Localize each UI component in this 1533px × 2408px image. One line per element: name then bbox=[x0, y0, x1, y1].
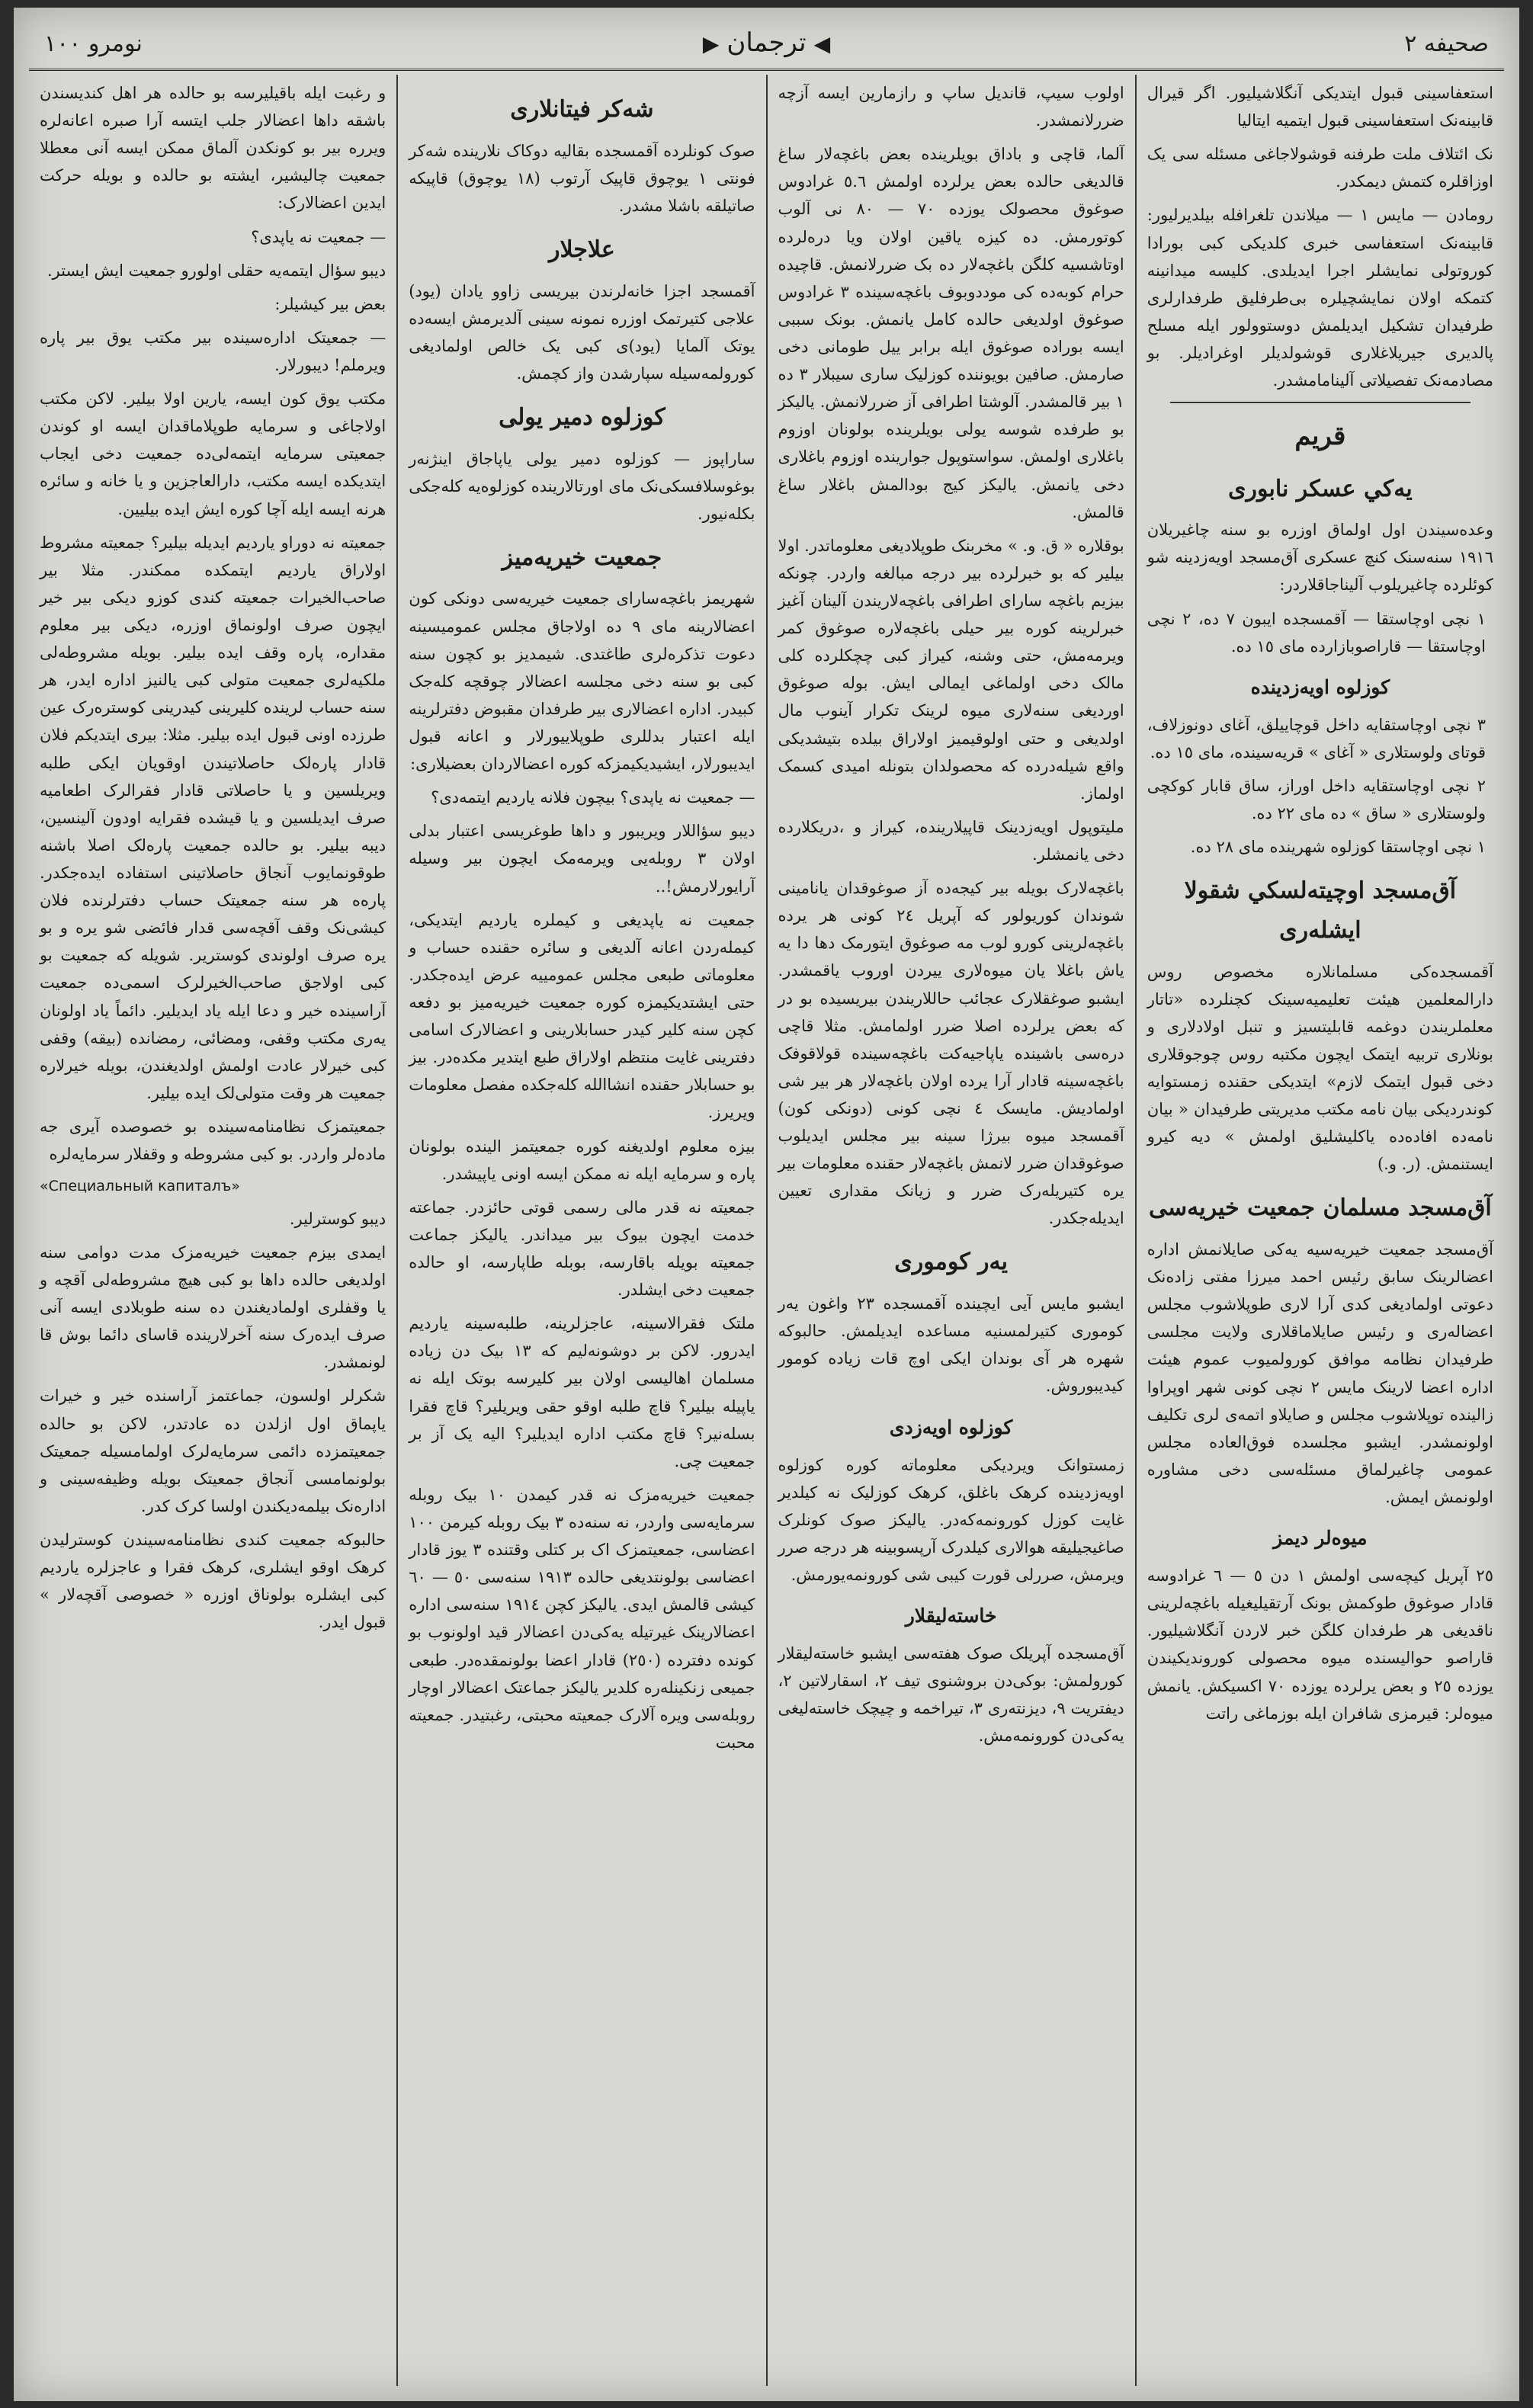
paragraph: زمستوانک ویردیکی معلوماته کوره کوزلوه اویه‌زدینده کرهک باغلق، کرهک کوزلیک نه کیلدیر غایت کوزل کورونمه‌که‌در. یالیکز صوک کونلرک صاغیجیلیقه هوالاری کیلدرک آرپسوبینه هر درجه صرر ویرمش، صررلی قورت کیبی شی کورونمه‌یورمش. bbox=[778, 1455, 1124, 1584]
paragraph: جمعیته نه دوراو یاردیم ایدیله بیلیر؟ جمعیته مشروط اولاراق یاردیم ایتمکده ممکندر. مثلا بیر صاحب‌الخیرات جمعیته کندی کوزو دیکی بیر خیر ایچون صرف اولونماق اوزره، دیکی بیر معلوم مقداره، پاره وقف ایده بیلیر. بویله مشروطه‌لی ملکیه‌لری جمعیت متولی کبی یالنیز اداره ایدر، هر سنه حساب لرینده کلیرینی کیدرینی کوستره‌رک عین طرزده اونی قبول ایده بیلیر. مثلا: بیری ایتدیکم فلان قادار پاره‌لک حاصلاتیندن اوقویان ایکی طلبه ویریلسین و یا حاصلاتی قادار فقرالرک اطعامیه صرف ایدیلسین و یا قیشده فقرایه اودون آلینسین، دیبه بیلیر. بو حالده جمعیت پاره‌لک اصلا باشنه طوقونمایوب آنجاق حاصلاتینی استفاده ایده‌جکدر. پاره‌ه هر سنه جمعیتک حساب دفترلرنده فلان کیشی‌نک وقف آقچه‌سی قدار فائضی شو یره و بو یره صرف اولوندی کوستریر. شویله که جمعیت بو کبی اولاجق صاحب‌الخیرلرک اسمی‌ده جمعیت آرا‌سینده خیر و دعا ایله یاد ایدیلیر. دائماً یاد اولونان یه‌ری مکتب وقفی، ومضائی، رمضانده (بیقه) وقفی کبی خیرلار عادت اولمش اولدیغندن، بویله خیرلاره جمعیت هر وقت متولی‌لک ایده بیلیر. bbox=[40, 533, 386, 1102]
paragraph: دیبو سؤال ایتمه‌یه حقلی اولورو جمعیت ایش ایستر. bbox=[47, 261, 386, 280]
paragraph: دیبو سؤاللار ویریبور و داها طوغریسی اعتبار بدلی اولان ٣ روبله‌یی ویرمه‌مک ایچون بیر وسیله آرایورلارمش!.. bbox=[409, 822, 755, 896]
paragraph: بعض بیر کیشیلر: bbox=[274, 294, 386, 313]
list-item: ١ نچی اوچاستقا — آقمسجده ایبون ٧ ده، ٢ نچی اوچاستقا — قاراصوبازارده مای ١٥ ده. bbox=[1147, 609, 1486, 656]
paragraph: جمعیت نه یاپدیغی و کیملره یاردیم ایتدیکی، کیمله‌ردن اعانه آلدیغی و سائره حقنده حساب و معلوماتی طبعی مجلس عمومییه عرض ایده‌جکدر. حتی ایشتدیکیمزه کوره جمعیت خیریه‌میز بو دفعه کچن سنه کلیر کیدر حسابلارینی و اعضالارک اسامی دفترینی غایت منتظم اولاراق طبع ایتدیر مکده‌در. بیز بو حسابلار حقنده انشاالله کله‌جکده مفصل معلومات ویریرز. bbox=[409, 910, 755, 1122]
paragraph: آق‌مسجده آپریلک صوک هفته‌سی ایشبو خاسته‌لیقلار کورولمش: بوکی‌دن بروشنوی تیف ٢، اسقارلاتین ٢، دیفتریت ٩، دیزنته‌ری ٣، تیراخمه و چیچک خاسته‌لیغی یه‌کی‌دن کورونمه‌مش. bbox=[778, 1644, 1124, 1746]
paragraph: آلما، قاچی و باداق بویلرینده بعض باغچه‌لار ساغ قالدیغی حالده بعض یرلرده اولمش ٥.٦ غرادوس صوغوق محصولک یوزده ٧٠ — ٨٠ نی آلوب کوتورمش. ده کیزه یاقین اولان ویا دره‌لرده اوتاشسیه کلگن باغچه‌لار ده بک ضررلانمش. قاچیده حرام کوبه‌ده کی موددوبوف باغچه‌سینده ٣ غرادوس صوغوق اولدیغی حالده کامل یانمش. بونک سببی ایسه بوراده صوغوق ایله برابر ییل طومانی دخی صارمش. صافین بویوننده کوزلیک ساری سیبلار ٣ ده ١ بیر قالمشدر. آلوشتا اطرافی آز ضررلانمش. یالیکز بو طرفده شوسه یولی بویلرینده بولونان اوزوم باغلاری اولمش. سواستوپول جوارینده اوزوم باغلاری دخی یانمش. یالیکز کیج بودالمش باغلار ساغ قالمش. bbox=[778, 145, 1124, 521]
paragraph: شهریمز باغچه‌سارای جمعیت خیریه‌سی دونکی کون اعضالارینه مای ٩ ده اولاجاق مجلس عمومیسینه دعوت تذکره‌لری طاغتدی. شیمدیز بو کچون سنه کبی بو سنه دخی مجلسه اعضالار چوقچه کله‌جک کبیدر. اداره اعضالاری بیر طرفدان مقبوض دفترلرینه ایله اعتبار بدللری طوپلاییورلار و اعانه قبول ایدیبورلار، ایشیدیکیمزکه کوره اعضالاردان بعضیلاری: bbox=[409, 589, 755, 774]
section-heading: جمعيت خيريه‌ميز bbox=[502, 543, 662, 571]
section-heading: كوزلوه دمير يولی bbox=[499, 403, 665, 431]
list-item: ٣ نچی اوچاستقایه داخل قوچاییلق، آغای دونوزلاف، قوتای ولوستلاری « آغای » قریه‌سینده، مای ١٥ ده. bbox=[1147, 715, 1486, 762]
paragraph: رومادن — مایس ١ — میلاندن تلغرافله بیلدیرلیور: قابینه‌نک استعفاسی خبری کلدیکی کبی بورادا کوروتولی نمایشلر اجرا ایدیلدی. کلیسه میدانینه کتمکه اولان نمایشچیلره بی‌طرفلیق طرفدارلری طرفیدان تشکیل ایدیلمش دوستوولور ایله مسلح پالدیری جیریلاغلاری قوشولدیلر اوغرادیلر. بو مصادمه‌نک تفصیلاتی آلینامامشدر. bbox=[1147, 206, 1493, 390]
paragraph: وعده‌سیندن اول اولماق اوزره بو سنه چاغیریلان ١٩١٦ سنه‌سنک کنچ عسکری آق‌مسجد اویه‌زدینه شو کوئلرده چاغیریلوب آلیناجاقلاردر: bbox=[1147, 521, 1493, 595]
arrow-left-icon: ◀ bbox=[813, 31, 831, 56]
paragraph: ایشبو مایس آیی ایچینده آقمسجده ٢٣ واغون یه‌ر کوموری کتیرلمسنیه مساعده ایدیلمش. حالبوکه شهره هر آی بوندان ایکی اوچ قات زیاده کومور کیدیبوروش. bbox=[778, 1294, 1124, 1396]
quote: — جمعیت نه یاپدی؟ bbox=[251, 227, 386, 246]
section-heading: علاجلار bbox=[549, 236, 615, 263]
paragraph: جمعیت خیریه‌مزک نه قدر کیمدن ١٠ بیک روبله سرمایه‌سی واردر، نه سنه‌ده ٣ بیک روبله کیرمن ١٠٠ اعضاسی، جمعیتمزک اک بر کتلی وقتنده ٣ یوز قادار اعضاسی بولونتدیغی حالده ١٩١٣ سنه‌سی ٥٠ — ٦٠ کیشی قالمش ایدی. یالیکز کچن ١٩١٤ سنه‌سی اداره اعضالارینک غیرتیله یه‌کی‌دن اعضالار قید اولونوب بو کونده دفترده (٢٥٠) قادار اعضا بولونمقده‌در. طبعی جمیعی زنکینله‌ره کلدیر یالیکز جماعتک اعضالار اوچار روبله‌سی ویره آلارک جمعیته محبتی، رغبتیدر. جمعیته محبت bbox=[409, 1485, 755, 1752]
section-heading: شه‌كر فيتانلاری bbox=[510, 96, 654, 123]
column-4 bbox=[29, 75, 396, 2386]
paragraph: آقمسجد اجزا خانه‌لرندن بیریسی زاوو یادان (یود) علاجی کتیرتمک اوزره نمونه سینی آلدیرمش ایسه‌ده یوتک آلمایا (یود)ی کبی یک خالص اولمادیغی کورولمه‌سیله سپارشدن واز کچمش. bbox=[409, 281, 755, 383]
section-heading: خاسته‌ليقلار bbox=[905, 1605, 997, 1627]
list-item: ٢ نچی اوچاستقایه داخل اوراز، ساق قابار کوکچی ولوستلاری « ساق » ده مای ٢٢ ده. bbox=[1147, 777, 1486, 823]
russian-term: «Специальный капиталъ» bbox=[40, 1178, 240, 1195]
paragraph: ملتک فقرالاسینه، عاجزلرینه، طلبه‌سینه یاردیم ایدرور. لاکن بر دوشونه‌لیم که ١٣ بیک دن زیاده مسلمان اهالیسی اولان بیر کلیرسه بوتک ایله نه یاپیله بیلیر؟ قاچ طلبه اوقو حقی ویریلیر؟ قاچ فقرا بسله‌نیر؟ قاچ مکتب اداره ایدیلیر؟ الیه یک آز بر جمعیت چی. bbox=[409, 1314, 755, 1470]
paragraph: نک ائتلاف ملت طرفنه قوشولاجاغی مسئله سی یک اوزاقلره کتمش دیمکدر. bbox=[1147, 145, 1493, 191]
quote: — جمعیت نه یاپدی؟ بیچون فلانه یاردیم ایتمه‌دی؟ bbox=[431, 788, 755, 807]
section-heading: ميوه‌لر ديمز bbox=[1273, 1527, 1368, 1550]
newspaper-title bbox=[695, 27, 838, 58]
paragraph: بوقلاره « ق. و. » مخربنک طوپلادیغی معلوماتدر. اولا بیلیر که بو خبرلرده بیر درجه مبالغه واردر. چونکه بیزیم باغچه سارای اطرافی باغچه‌لاریندن آلینان آغیز خبرلرینه کوره بیر حیلی باغچه‌لاره صوغوق کمر ویرمه‌مش، حتی وشنه، کیراز کبی چچکلرده کلی مالک دخی اولماغی ایمالی ایش. بوله صوغوق اوردیغی سنه‌لاری میوه لرینک تکرار آینوب مال اولدیغی و حتی اولوقیمیز اولاراق بیلده بتیشدیکی واقع شیله‌درده که محصولدان بتونله امیدی کسمک اولماز. bbox=[778, 536, 1124, 803]
quote: — جمعیتک اداره‌سینده بیر مکتب یوق بیر پاره ویرملم! دیبورلار. bbox=[40, 328, 386, 374]
column-2 bbox=[766, 75, 1135, 2386]
section-heading: كوزلوه اويه‌زدی bbox=[889, 1416, 1013, 1438]
section-heading: يه‌ر كوموری bbox=[894, 1249, 1008, 1276]
crimea-heading: قريم bbox=[1294, 421, 1346, 452]
section-heading: آق‌مسجد مسلمان جمعيت خيريه‌سی bbox=[1148, 1194, 1492, 1222]
paragraph: اولوب سیپ، قاندیل ساپ و رازمارین ایسه آزچه ضررلانمشدر. bbox=[778, 84, 1124, 130]
paragraph: ایمدی بیزم جمعیت خیریه‌مزک مدت دوامی سنه اولدیغی حالده داها بو کبی هیچ مشروطه‌لی آقچه و یا وقفلری اولمادیغندن ده سنه طوبلادی ایسه آنی صرف ایده‌رک سنه آخرلارینده قاسای دائما بوش قا لونمشدر. bbox=[40, 1242, 386, 1372]
section-heading: يه‌كي عسكر نابورى bbox=[1228, 475, 1413, 502]
paragraph: جمعیتمزک نظامنامه‌سینده بو خصوصده آیری جه ماده‌لر واردر. بو کبی مشروطه و وقفلار سرمایه‌لره bbox=[40, 1117, 386, 1164]
page-number: صحيفه ٢ bbox=[1404, 30, 1489, 57]
paragraph: باغچه‌لارک بویله بیر کیجه‌ده آز صوغوقدان یانامینی شوندان کوریولور که آپریل ٢٤ کونی هر یرده باغچه‌لرینی کورو لوب مه صوغوق ایتورمک دها دا یه یاش باغلا یان میوه‌لاری ییردن اوروب یاقمشدر. ایشبو صوغقلارک عجائب حاللاریندن بیریسیده بو در که بعض یرلرده اصلا ضرر اولمامش. مثلا قاچی دره‌سی باشینده یاپاجیه‌کت باغچه‌سینده قولاقوفک باغچه‌سینه قادار آرا یرده اولان باغچه‌لار هر بیر شی اولمادیش. مایسک ٤ نچی کونی (دونکی کون) آقمسجد میوه بیرژا سینه بیر مجلس ایدیلوب صوغوقدان ضرر لانمش باغچه‌لار حقنده معلومات بیر یره کتیریله‌رک ضرر و زیانک مقداری تعیین ایدیله‌جکدر. bbox=[778, 879, 1124, 1228]
section-heading: كوزلوه اويه‌زدينده bbox=[1250, 675, 1390, 698]
section-heading: آق‌مسجد اوچيته‌لسكي شقولا ايشله‌ری bbox=[1184, 877, 1457, 944]
paragraph: استعفاسینی قبول ایتدیکی آنگلاشیلیور. اگر قیرال قابینه‌نک استعفاسینی قبول ایتمیه ایتالیا bbox=[1147, 84, 1493, 130]
newspaper-page bbox=[14, 8, 1519, 2401]
paragraph: مکتب یوق کون ایسه، یارین اولا بیلیر. لاکن مکتب اولاجاغی و سرمایه طوپلاماقدان ایسه او کوندن جمعیتی سرمایه ایتمه‌لی‌ده جمعیت دخی ایجاب ایتدیکده ایسه مکتب، دارالعاجزین و یا خانه و سائره هرنه ایسه ایله آچا کوره ایش ایده بیلیین. bbox=[40, 390, 386, 518]
list-item: ١ نچی اوچاستقا کوزلوه شهرینده مای ٢٨ ده. bbox=[1190, 838, 1486, 857]
paragraph: ٢٥ آپریل کیچه‌سی اولمش ١ دن ٥ — ٦ غرادوسه قادار صوغوق طوکمش بونک آرتقیلیغیله باغچه‌لرینی ناقدیغی هر طرفدان کلگن خبر لاردن آنگلاشیلیور. قاراصو حوالیسنده میوه محصولی کوروندیکیندن یوزده ٢٥ و بعض یرلرده یوزده ٧٠ اکسیکش. یانمش میوه‌لر: قیرمزی شافران ایله بوزماغی راتت bbox=[1147, 1566, 1493, 1723]
paragraph: ساراپوز — کوزلوه دمیر یولی یاپاجاق اینژنه‌ر بوغوسلافسکی‌نک مای اورتالارینده کوزلوه‌یه کله‌جکی بکله‌نیور. bbox=[409, 449, 755, 523]
paragraph: شکرلر اولسون، جماعتمز آرا‌سنده خیر و خیرات یاپماق اول ازلدن ده عادتدر، لاکن بو حالده جمعیتمزده دائمی سرمایه‌لرک اولمامسیله جمعیتک بولونمامسی آنجاق جمعیتک بویله وظیفه‌سینی و اداره‌نک بیلمه‌دیکندن اولسا کرک کدر. bbox=[40, 1387, 386, 1515]
paragraph: حالبوکه جمعیت کندی نظامنامه‌سیندن کوسترلیدن کرهک اوقو ایشلری، کرهک فقرا و عاجزلره یاردیم کبی ایشلره بولوناق اوزره « خصوصی آقچه‌لار » قبول ایدر. bbox=[40, 1531, 386, 1632]
title-text: ترجمان bbox=[726, 27, 807, 58]
masthead bbox=[29, 21, 1504, 71]
paragraph: آقمسجده‌کی مسلمانلاره مخصوص روس دارالمعلمین هیئت تعلیمیه‌سینک کچنلرده «تاتار معلملریندن دوغمه قابلیتسیز و تنبل اولادلاری و بونلاری تربیه ایتمک ایچون مکتبه روس چوجوقلاری دخی قبول ایتمک لازم» ایتدیکی حقنده زمستوایه کوندردیکی بیان نامه مکتب مدیریتی طرفیدان « بیان نامه‌ده افاده‌ده یاکلیشلیق اولمش » دیه کیرو ایستنمش. (ر. و.) bbox=[1147, 962, 1493, 1174]
paragraph: دیبو کوسترلیر. bbox=[289, 1209, 386, 1228]
paragraph: جمعیته نه قدر مالی رسمی قوتی حائزدر. جماعته خدمت ایچون بیوک بیر میداندر. یالیکز جماعت جمعیته بویله باقارسه، بوبله طاپارسه، او حالده جمعیت دخی ایشلدر. bbox=[409, 1198, 755, 1300]
paragraph: صوک کونلرده آقمسجده بقالیه دوکاک نلارینده شه‌کر فونتی ١ یوچوق قاپیک آرتوب (١٨ یوچوق) قاپیکه صاتیلقه باشلا مشدر. bbox=[409, 141, 755, 215]
arrow-right-icon: ▶ bbox=[702, 31, 720, 56]
column-1 bbox=[1135, 75, 1504, 2386]
column-3 bbox=[396, 75, 765, 2386]
columns bbox=[29, 75, 1504, 2386]
paragraph: آق‌مسجد جمعیت خیریه‌سیه یه‌کی صایلانمش اداره اعضالرینک سابق رئیس احمد میرزا مفتی زاده‌نک دعوتی اولمادیغی کدی آرا لاری طوپلاشوب مجلس اعضاله‌ری و رئیس صایلاماقلاری ولایت مجلسی طرفیدان نظامه موافق کورولمیوب عموم هیئت اداره اعضا لارینک مایس ٢ نچی کونی شهر اوپراوا زالینده توپلاشوب مجلس و صایلاو اتمه‌ی لری تکلیف اولونمشدر. ایشبو مجلسده فوق‌العاده مجلس عمومی چاغیرلماق مسئله‌سی دخی مشاوره اولونمش ایمش. bbox=[1147, 1240, 1493, 1506]
paragraph: و رغبت ایله باقیلیرسه بو حالده هر اهل کندیسندن باشقه داها اعضالار جلب ایتسه آرا صبره اعانه‌لره ویرره بیر بو کونکدن آلماق ممکن ایسه آنی معطلا جمعیت چالیشیر، ایشته بو حالده و بویله حرکت ایدین اعضالارک: bbox=[40, 84, 386, 213]
issue-number: نومرو ١٠٠ bbox=[44, 30, 143, 57]
paragraph: ملیتوپول اویه‌زدینک قاپیلارینده، کیراز و ،دریکلارده دخی یانمشلر. bbox=[778, 817, 1124, 864]
divider bbox=[1170, 402, 1470, 403]
paragraph: بیزه معلوم اولدیغنه کوره جمعیتمز الینده بولونان پاره و سرمایه ایله نه ممکن ایسه اونی یاپیشدر. bbox=[409, 1137, 755, 1183]
